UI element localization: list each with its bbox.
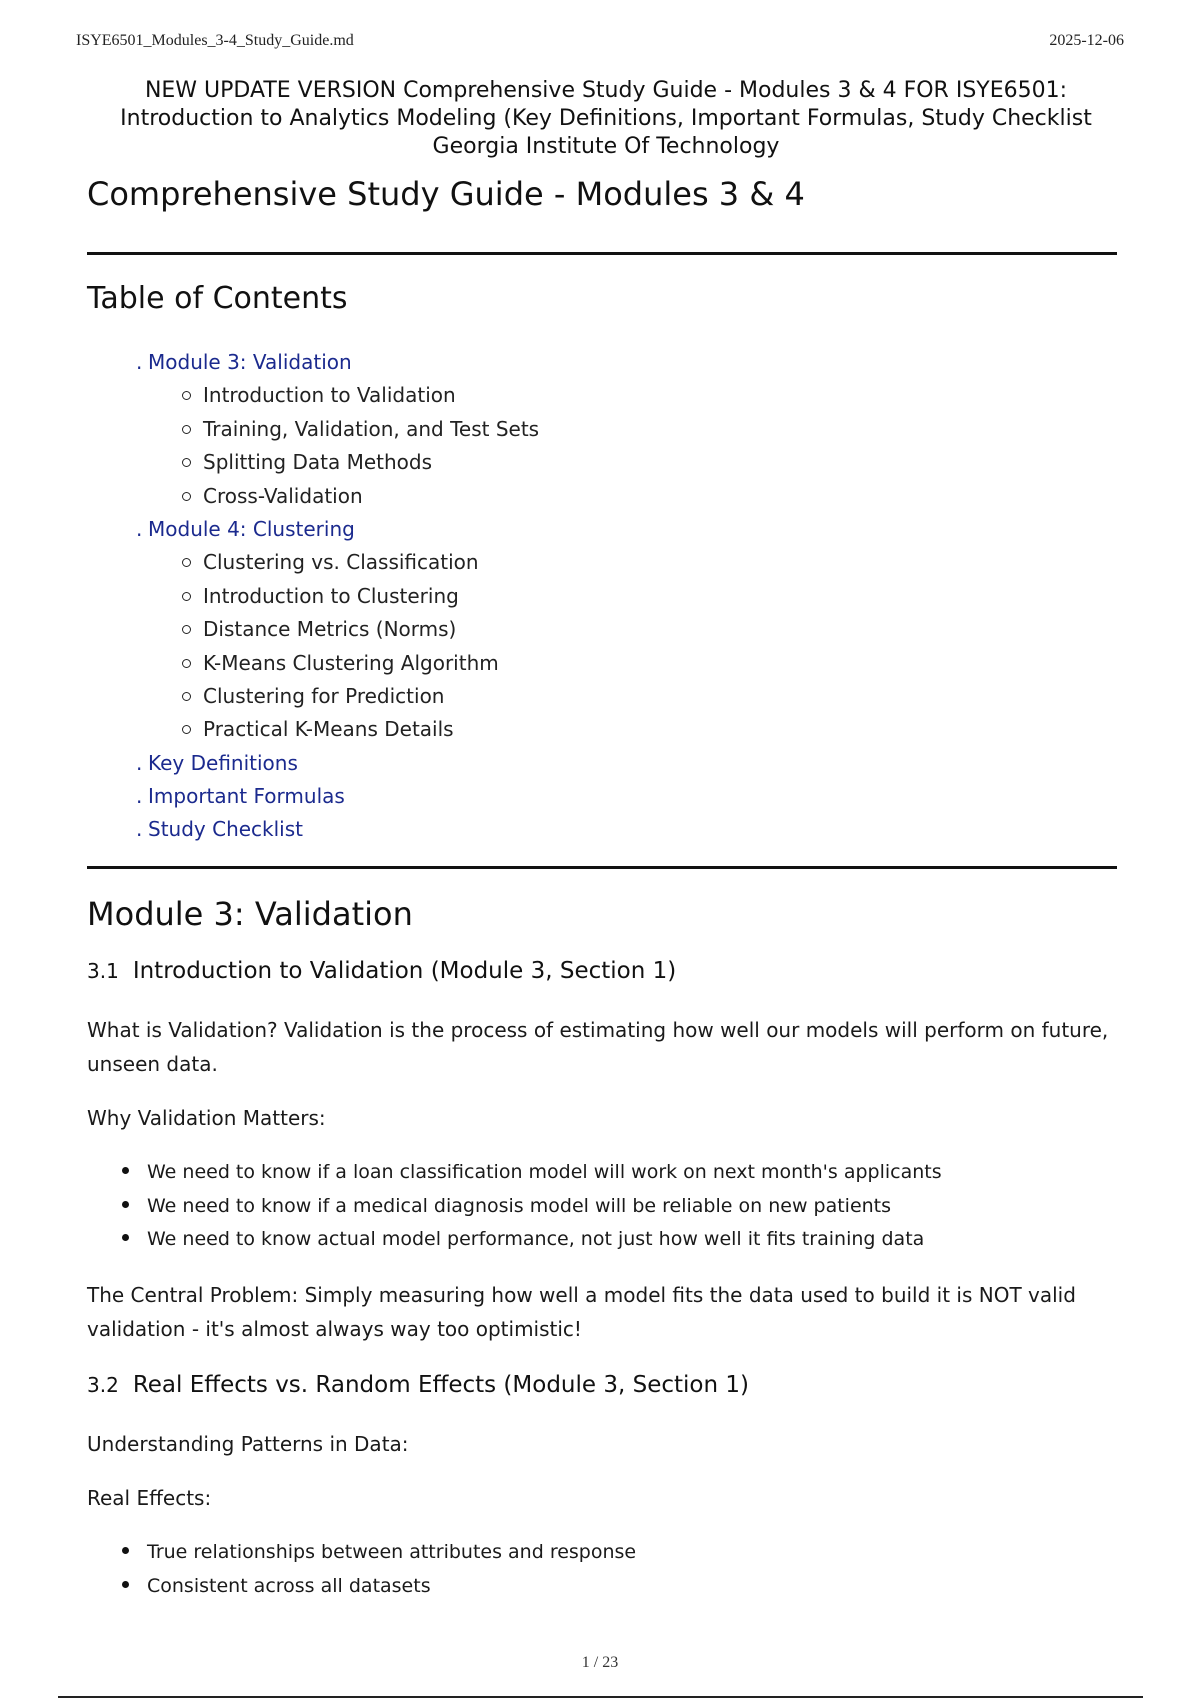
toc-bullet-icon: . <box>136 516 143 541</box>
heading-rule <box>87 252 1117 255</box>
toc-item-label: Distance Metrics (Norms) <box>203 617 457 642</box>
toc-bullet-icon: . <box>136 350 143 374</box>
toc-link[interactable] <box>130 346 830 379</box>
list-item: We need to know actual model performance, not just how well it fits training data <box>122 1223 1112 1257</box>
hollow-circle-bullet-icon <box>182 558 191 567</box>
hollow-circle-bullet-icon <box>182 592 191 601</box>
hollow-circle-bullet-icon <box>182 458 191 467</box>
toc-item-label: Important Formulas <box>148 784 345 809</box>
toc-subitem <box>130 480 830 513</box>
toc-subitem <box>130 713 830 746</box>
running-header <box>76 32 1124 54</box>
toc-subitem <box>130 379 830 412</box>
bullet-icon <box>122 1167 129 1174</box>
toc-link[interactable] <box>130 780 830 813</box>
toc-bullet-icon: . <box>136 817 143 842</box>
header-filename: ISYE6501_Modules_3-4_Study_Guide.md <box>76 32 354 49</box>
toc-item-label: Clustering vs. Classification <box>203 550 479 575</box>
list-item: We need to know if a loan classification model will work on next month's applicants <box>122 1156 1112 1190</box>
list-item: We need to know if a medical diagnosis model will be reliable on new patients <box>122 1190 1112 1224</box>
toc-link[interactable] <box>130 747 830 780</box>
section-3-1-heading <box>87 958 676 984</box>
why-validation-list <box>122 1156 1112 1257</box>
section-3-2-title: Real Effects vs. Random Effects (Module 3, Section 1) <box>132 1372 749 1398</box>
toc-item-label: Study Checklist <box>148 817 303 842</box>
understanding-patterns: Understanding Patterns in Data: <box>87 1432 409 1456</box>
toc-item-label: Module 3: Validation <box>148 350 352 374</box>
section-3-1-title: Introduction to Validation (Module 3, Section 1) <box>132 958 677 984</box>
bullet-icon <box>122 1547 129 1554</box>
page-bottom-rule <box>58 1696 1143 1698</box>
bullet-icon <box>122 1234 129 1241</box>
hollow-circle-bullet-icon <box>182 692 191 701</box>
toc-subitem <box>130 446 830 479</box>
toc-bullet-icon: . <box>136 784 143 809</box>
toc-item-label: Clustering for Prediction <box>203 683 445 708</box>
central-problem-paragraph: The Central Problem: Simply measuring how well a model fits the data used to build it is NOT valid validation - it's almost always way too optimistic! <box>87 1283 1076 1341</box>
real-effects-heading: Real Effects: <box>87 1486 212 1510</box>
hollow-circle-bullet-icon <box>182 659 191 668</box>
toc-bullet-icon: . <box>136 750 143 775</box>
real-effects-list <box>122 1536 1112 1603</box>
document-title: NEW UPDATE VERSION Comprehensive Study Guide - Modules 3 & 4 FOR ISYE6501: Introduction to Analytics Modeling (Key Definitions, Important Formulas, Study Checklist Georgia Institute Of Technology <box>120 78 1092 159</box>
header-date: 2025-12-06 <box>1049 32 1124 49</box>
toc-item-label: Training, Validation, and Test Sets <box>203 416 540 441</box>
hollow-circle-bullet-icon <box>182 391 191 400</box>
section-3-2-heading <box>87 1372 749 1398</box>
hollow-circle-bullet-icon <box>182 492 191 501</box>
list-item: True relationships between attributes and response <box>122 1536 1112 1570</box>
toc-rule <box>87 866 1117 869</box>
toc-link[interactable] <box>130 813 830 846</box>
toc-item-label: Key Definitions <box>148 750 298 775</box>
hollow-circle-bullet-icon <box>182 425 191 434</box>
hollow-circle-bullet-icon <box>182 725 191 734</box>
toc-item-label: Introduction to Validation <box>203 383 456 408</box>
section-3-1-number: 3.1 <box>87 959 119 983</box>
section-3-2-number: 3.2 <box>87 1373 119 1397</box>
toc-subitem <box>130 546 830 579</box>
toc-title: Table of Contents <box>87 281 348 316</box>
what-is-validation-paragraph: What is Validation? Validation is the process of estimating how well our models will perform on future, unseen data. <box>87 1018 1109 1076</box>
toc-link[interactable] <box>130 513 830 546</box>
toc-item-label: Module 4: Clustering <box>148 516 355 541</box>
bullet-icon <box>122 1581 129 1588</box>
toc-item-label: Introduction to Clustering <box>203 583 459 608</box>
page-number: 1 / 23 <box>581 1654 619 1671</box>
main-heading: Comprehensive Study Guide - Modules 3 & 4 <box>87 175 805 213</box>
toc-item-label: K-Means Clustering Algorithm <box>203 650 499 675</box>
toc-item-label: Practical K-Means Details <box>203 717 454 742</box>
table-of-contents <box>130 346 830 847</box>
toc-subitem <box>130 413 830 446</box>
toc-subitem <box>130 580 830 613</box>
toc-subitem <box>130 647 830 680</box>
toc-item-label: Splitting Data Methods <box>203 450 433 475</box>
module3-heading: Module 3: Validation <box>87 895 413 933</box>
list-item: Consistent across all datasets <box>122 1570 1112 1604</box>
hollow-circle-bullet-icon <box>182 625 191 634</box>
toc-subitem <box>130 680 830 713</box>
bullet-icon <box>122 1201 129 1208</box>
why-validation-heading: Why Validation Matters: <box>87 1106 326 1130</box>
toc-item-label: Cross-Validation <box>203 483 363 508</box>
toc-subitem <box>130 613 830 646</box>
